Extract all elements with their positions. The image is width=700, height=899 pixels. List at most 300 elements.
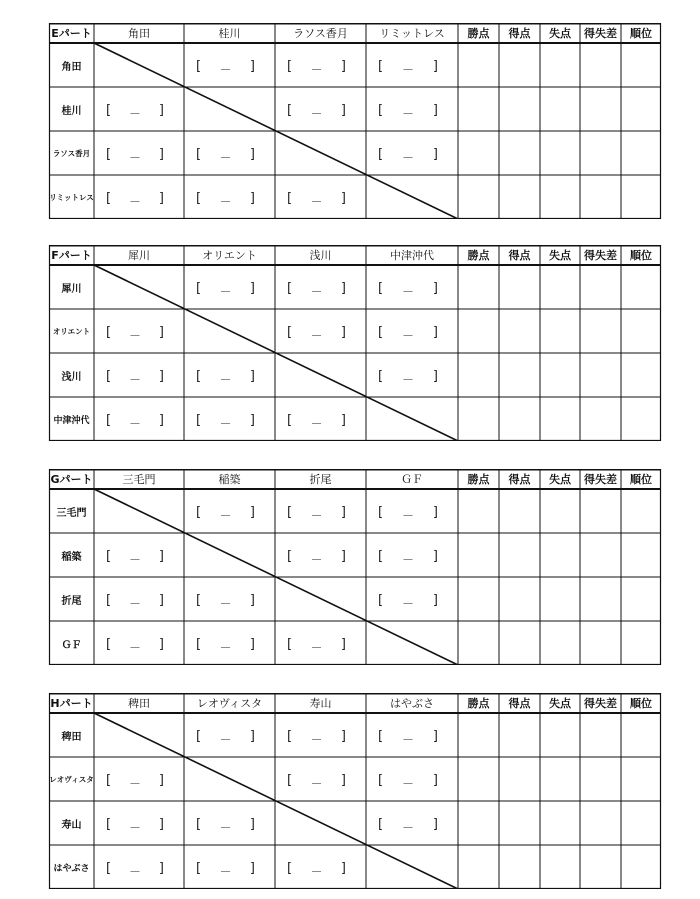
score-open-bracket: [ (287, 549, 293, 564)
score-close-bracket: ] (432, 281, 438, 296)
score-close-bracket: ] (432, 505, 438, 520)
score-entry[interactable] (196, 191, 255, 211)
column-header-stat: 得失差 (584, 249, 617, 262)
score-open-bracket: [ (287, 729, 293, 744)
score-close-bracket: ] (340, 505, 346, 520)
stat-cell[interactable] (499, 713, 540, 757)
row-label-team: 寿山 (61, 819, 82, 831)
score-open-bracket: [ (106, 103, 112, 118)
score-entry[interactable] (196, 147, 255, 167)
column-header-stat: 得失差 (584, 473, 617, 486)
score-open-bracket: [ (287, 281, 293, 296)
column-header-team: 角田 (128, 27, 150, 40)
stat-cell[interactable] (499, 397, 540, 441)
score-entry[interactable] (106, 773, 164, 793)
row-label-team: 稗田 (61, 731, 82, 743)
stat-cell[interactable] (580, 489, 621, 533)
score-close-bracket: ] (432, 549, 438, 564)
score-open-bracket: [ (196, 413, 202, 428)
score-separator: － (219, 417, 232, 431)
stat-cell[interactable] (458, 87, 499, 131)
score-separator: － (310, 329, 323, 343)
score-open-bracket: [ (196, 637, 202, 652)
stat-cell[interactable] (540, 309, 580, 353)
score-open-bracket: [ (196, 369, 202, 384)
score-entry[interactable] (106, 147, 164, 167)
stat-cell[interactable] (499, 353, 540, 397)
score-entry[interactable] (378, 281, 438, 301)
score-close-bracket: ] (249, 191, 255, 206)
score-open-bracket: [ (378, 281, 384, 296)
score-separator: － (401, 107, 415, 121)
column-header-stat: 順位 (630, 697, 652, 710)
score-close-bracket: ] (340, 103, 346, 118)
score-separator: － (219, 821, 232, 835)
score-entry[interactable] (378, 773, 438, 793)
score-separator: － (128, 373, 142, 387)
score-entry[interactable] (378, 817, 438, 837)
stat-cell[interactable] (499, 533, 540, 577)
score-open-bracket: [ (378, 729, 384, 744)
row-label-team: 犀川 (61, 283, 82, 295)
score-close-bracket: ] (158, 413, 164, 428)
score-separator: － (219, 597, 232, 611)
score-entry[interactable] (106, 861, 164, 881)
score-entry[interactable] (287, 413, 346, 433)
score-separator: － (128, 107, 142, 121)
score-entry[interactable] (378, 729, 438, 749)
column-header-stat: 得失差 (584, 27, 617, 40)
score-entry[interactable] (196, 281, 255, 301)
column-header-team: 折尾 (309, 473, 332, 486)
stat-cell[interactable] (580, 397, 621, 441)
score-separator: － (401, 63, 415, 77)
score-separator: － (219, 195, 232, 209)
stat-cell[interactable] (540, 87, 580, 131)
score-entry[interactable] (287, 549, 346, 569)
score-close-bracket: ] (432, 59, 438, 74)
score-open-bracket: [ (196, 191, 202, 206)
column-header-team: ＧＦ (401, 473, 423, 486)
score-entry[interactable] (287, 773, 346, 793)
score-separator: － (401, 373, 415, 387)
score-separator: － (128, 777, 142, 791)
score-entry[interactable] (106, 593, 164, 613)
score-entry[interactable] (196, 729, 255, 749)
stat-cell[interactable] (580, 43, 621, 87)
column-header-team: 中津沖代 (390, 249, 434, 262)
stat-cell[interactable] (621, 577, 661, 621)
score-separator: － (310, 733, 323, 747)
score-open-bracket: [ (196, 593, 202, 608)
column-header-team: 寿山 (309, 697, 332, 710)
score-close-bracket: ] (158, 593, 164, 608)
score-entry[interactable] (196, 413, 255, 433)
stat-cell[interactable] (540, 353, 580, 397)
score-entry[interactable] (106, 817, 164, 837)
score-separator: － (128, 329, 142, 343)
score-close-bracket: ] (249, 637, 255, 652)
stat-cell[interactable] (580, 309, 621, 353)
row-label-team: 稲築 (61, 551, 82, 563)
column-header-team: はやぶさ (390, 697, 434, 710)
stat-cell[interactable] (540, 489, 580, 533)
score-entry[interactable] (287, 861, 346, 881)
score-open-bracket: [ (106, 147, 112, 162)
score-open-bracket: [ (196, 505, 202, 520)
score-close-bracket: ] (340, 325, 346, 340)
stat-cell[interactable] (499, 801, 540, 845)
score-close-bracket: ] (432, 103, 438, 118)
score-open-bracket: [ (287, 103, 293, 118)
score-entry[interactable] (106, 103, 164, 123)
row-label-team: 折尾 (61, 595, 82, 607)
stat-cell[interactable] (499, 43, 540, 87)
row-label-team: オリエント (52, 326, 91, 336)
row-label-team: ＧＦ (61, 639, 82, 651)
score-separator: － (128, 865, 142, 879)
score-open-bracket: [ (106, 191, 112, 206)
score-entry[interactable] (378, 369, 438, 389)
column-header-stat: 得失差 (584, 697, 617, 710)
stat-cell[interactable] (621, 353, 661, 397)
score-entry[interactable] (378, 103, 438, 123)
stat-cell[interactable] (580, 87, 621, 131)
stat-cell[interactable] (458, 577, 499, 621)
stat-cell[interactable] (580, 175, 621, 219)
score-separator: － (128, 195, 142, 209)
stat-cell[interactable] (458, 489, 499, 533)
stat-cell[interactable] (499, 621, 540, 665)
score-close-bracket: ] (249, 817, 255, 832)
stat-cell[interactable] (499, 175, 540, 219)
score-entry[interactable] (106, 191, 164, 211)
score-separator: － (310, 553, 323, 567)
stat-cell[interactable] (580, 533, 621, 577)
score-open-bracket: [ (287, 773, 293, 788)
score-entry[interactable] (287, 59, 346, 79)
stat-cell[interactable] (499, 577, 540, 621)
stat-cell[interactable] (621, 43, 661, 87)
score-close-bracket: ] (249, 369, 255, 384)
stat-cell[interactable] (621, 265, 661, 309)
stat-cell[interactable] (540, 621, 580, 665)
row-label-team: リミットレス (49, 192, 94, 202)
stat-cell[interactable] (621, 621, 661, 665)
column-header-stat: 順位 (630, 27, 652, 40)
score-entry[interactable] (378, 593, 438, 613)
score-entry[interactable] (287, 191, 346, 211)
score-close-bracket: ] (158, 147, 164, 162)
stat-cell[interactable] (458, 309, 499, 353)
stat-cell[interactable] (540, 577, 580, 621)
score-close-bracket: ] (432, 817, 438, 832)
column-header-stat: 勝点 (467, 27, 490, 40)
column-header-team: オリエント (202, 249, 257, 262)
score-separator: － (219, 641, 232, 655)
score-close-bracket: ] (249, 505, 255, 520)
score-entry[interactable] (196, 59, 255, 79)
score-close-bracket: ] (249, 413, 255, 428)
score-open-bracket: [ (378, 103, 384, 118)
part-label: Eパート (51, 27, 92, 40)
score-close-bracket: ] (340, 59, 346, 74)
column-header-team: 浅川 (309, 249, 332, 262)
score-open-bracket: [ (196, 861, 202, 876)
stat-cell[interactable] (458, 131, 499, 175)
score-separator: － (310, 63, 323, 77)
column-header-stat: 順位 (630, 473, 652, 486)
stat-cell[interactable] (458, 397, 499, 441)
stat-cell[interactable] (580, 845, 621, 889)
column-header-stat: 失点 (549, 249, 571, 262)
row-label-team: はやぶさ (53, 863, 90, 874)
score-separator: － (128, 821, 142, 835)
score-open-bracket: [ (196, 729, 202, 744)
row-label-team: 桂川 (61, 105, 82, 117)
score-entry[interactable] (106, 637, 164, 657)
column-header-stat: 得点 (508, 27, 531, 40)
score-open-bracket: [ (196, 147, 202, 162)
stat-cell[interactable] (540, 265, 580, 309)
score-open-bracket: [ (378, 59, 384, 74)
column-header-team: ラソス香月 (293, 27, 348, 40)
stat-cell[interactable] (621, 801, 661, 845)
score-close-bracket: ] (340, 729, 346, 744)
score-entry[interactable] (378, 325, 438, 345)
column-header-team: 三毛門 (122, 473, 156, 486)
score-separator: － (310, 107, 323, 121)
score-open-bracket: [ (106, 861, 112, 876)
score-open-bracket: [ (378, 549, 384, 564)
stat-cell[interactable] (540, 43, 580, 87)
column-header-stat: 勝点 (467, 249, 490, 262)
score-entry[interactable] (378, 147, 438, 167)
score-entry[interactable] (196, 817, 255, 837)
score-close-bracket: ] (340, 773, 346, 788)
stat-cell[interactable] (540, 845, 580, 889)
score-separator: － (310, 509, 323, 523)
score-close-bracket: ] (249, 59, 255, 74)
column-header-team: 桂川 (218, 27, 241, 40)
score-separator: － (310, 641, 323, 655)
score-separator: － (219, 63, 232, 77)
score-open-bracket: [ (106, 593, 112, 608)
score-open-bracket: [ (378, 505, 384, 520)
stat-cell[interactable] (499, 131, 540, 175)
stat-cell[interactable] (621, 713, 661, 757)
stat-cell[interactable] (458, 175, 499, 219)
score-entry[interactable] (196, 637, 255, 657)
score-entry[interactable] (378, 59, 438, 79)
score-open-bracket: [ (287, 59, 293, 74)
score-separator: － (128, 597, 142, 611)
stat-cell[interactable] (621, 175, 661, 219)
column-header-team: リミットレス (379, 27, 445, 40)
score-close-bracket: ] (340, 637, 346, 652)
column-header-stat: 得点 (508, 697, 531, 710)
score-open-bracket: [ (287, 861, 293, 876)
score-close-bracket: ] (158, 103, 164, 118)
score-entry[interactable] (378, 505, 438, 525)
score-open-bracket: [ (378, 773, 384, 788)
score-open-bracket: [ (106, 773, 112, 788)
score-open-bracket: [ (378, 817, 384, 832)
score-close-bracket: ] (249, 147, 255, 162)
stat-cell[interactable] (458, 845, 499, 889)
row-label-team: 中津沖代 (53, 415, 90, 426)
score-close-bracket: ] (340, 413, 346, 428)
stat-cell[interactable] (621, 845, 661, 889)
stat-cell[interactable] (458, 353, 499, 397)
score-open-bracket: [ (378, 593, 384, 608)
score-separator: － (128, 553, 142, 567)
stat-cell[interactable] (499, 489, 540, 533)
score-entry[interactable] (287, 637, 346, 657)
stat-cell[interactable] (621, 489, 661, 533)
score-entry[interactable] (196, 369, 255, 389)
score-separator: － (219, 373, 232, 387)
score-entry[interactable] (196, 593, 255, 613)
score-entry[interactable] (106, 413, 164, 433)
part-table-4 (0, 693, 700, 889)
score-open-bracket: [ (196, 281, 202, 296)
score-close-bracket: ] (158, 773, 164, 788)
stat-cell[interactable] (580, 265, 621, 309)
score-close-bracket: ] (340, 549, 346, 564)
score-separator: － (128, 641, 142, 655)
stat-cell[interactable] (540, 757, 580, 801)
score-close-bracket: ] (432, 593, 438, 608)
stat-cell[interactable] (458, 533, 499, 577)
stat-cell[interactable] (621, 309, 661, 353)
stat-cell[interactable] (621, 131, 661, 175)
stat-cell[interactable] (580, 131, 621, 175)
stat-cell[interactable] (458, 621, 499, 665)
score-entry[interactable] (196, 861, 255, 881)
stat-cell[interactable] (621, 397, 661, 441)
part-table-1 (0, 23, 700, 219)
stat-cell[interactable] (621, 87, 661, 131)
score-entry[interactable] (287, 281, 346, 301)
score-close-bracket: ] (158, 325, 164, 340)
stat-cell[interactable] (458, 43, 499, 87)
stat-cell[interactable] (580, 577, 621, 621)
score-separator: － (401, 553, 415, 567)
stat-cell[interactable] (458, 713, 499, 757)
row-label-team: ラソス香月 (52, 148, 91, 158)
stat-cell[interactable] (540, 713, 580, 757)
score-open-bracket: [ (196, 59, 202, 74)
score-open-bracket: [ (196, 817, 202, 832)
stat-cell[interactable] (580, 757, 621, 801)
score-separator: － (310, 195, 323, 209)
stat-cell[interactable] (580, 713, 621, 757)
stat-cell[interactable] (458, 801, 499, 845)
score-open-bracket: [ (106, 413, 112, 428)
score-entry[interactable] (287, 505, 346, 525)
score-separator: － (219, 285, 232, 299)
score-entry[interactable] (287, 325, 346, 345)
stat-cell[interactable] (540, 131, 580, 175)
stat-cell[interactable] (499, 309, 540, 353)
column-header-stat: 失点 (549, 27, 571, 40)
row-label-team: レオヴィスタ (49, 774, 94, 784)
score-separator: － (401, 777, 415, 791)
stat-cell[interactable] (499, 87, 540, 131)
score-open-bracket: [ (378, 147, 384, 162)
stat-cell[interactable] (580, 353, 621, 397)
stat-cell[interactable] (499, 757, 540, 801)
score-close-bracket: ] (158, 191, 164, 206)
score-entry[interactable] (287, 103, 346, 123)
score-close-bracket: ] (432, 147, 438, 162)
score-separator: － (310, 865, 323, 879)
score-close-bracket: ] (340, 191, 346, 206)
score-open-bracket: [ (106, 325, 112, 340)
score-entry[interactable] (378, 549, 438, 569)
score-entry[interactable] (196, 505, 255, 525)
stat-cell[interactable] (540, 175, 580, 219)
stat-cell[interactable] (458, 757, 499, 801)
stat-cell[interactable] (540, 801, 580, 845)
stat-cell[interactable] (499, 265, 540, 309)
stat-cell[interactable] (458, 265, 499, 309)
score-entry[interactable] (106, 369, 164, 389)
score-separator: － (401, 821, 415, 835)
stat-cell[interactable] (621, 533, 661, 577)
row-label-team: 浅川 (61, 371, 82, 383)
score-entry[interactable] (106, 549, 164, 569)
score-entry[interactable] (106, 325, 164, 345)
part-table-2 (0, 245, 700, 441)
score-separator: － (219, 509, 232, 523)
score-separator: － (310, 417, 323, 431)
score-separator: － (401, 329, 415, 343)
score-close-bracket: ] (158, 549, 164, 564)
column-header-team: 稗田 (128, 697, 150, 710)
score-close-bracket: ] (432, 773, 438, 788)
column-header-stat: 順位 (630, 249, 652, 262)
stat-cell[interactable] (499, 845, 540, 889)
column-header-stat: 勝点 (467, 473, 490, 486)
column-header-team: レオヴィスタ (196, 697, 263, 710)
score-open-bracket: [ (378, 325, 384, 340)
stat-cell[interactable] (621, 757, 661, 801)
score-open-bracket: [ (106, 817, 112, 832)
stat-cell[interactable] (540, 533, 580, 577)
score-separator: － (401, 597, 415, 611)
column-header-team: 稲築 (218, 473, 241, 486)
score-separator: － (310, 777, 323, 791)
score-entry[interactable] (287, 729, 346, 749)
score-separator: － (219, 865, 232, 879)
score-close-bracket: ] (249, 281, 255, 296)
score-separator: － (128, 417, 142, 431)
stat-cell[interactable] (540, 397, 580, 441)
score-close-bracket: ] (158, 637, 164, 652)
stat-cell[interactable] (580, 801, 621, 845)
score-close-bracket: ] (432, 325, 438, 340)
stat-cell[interactable] (580, 621, 621, 665)
score-close-bracket: ] (249, 729, 255, 744)
score-close-bracket: ] (249, 593, 255, 608)
score-separator: － (401, 285, 415, 299)
row-label-team: 三毛門 (56, 507, 87, 519)
score-open-bracket: [ (106, 369, 112, 384)
column-header-stat: 得点 (508, 473, 531, 486)
score-open-bracket: [ (378, 369, 384, 384)
